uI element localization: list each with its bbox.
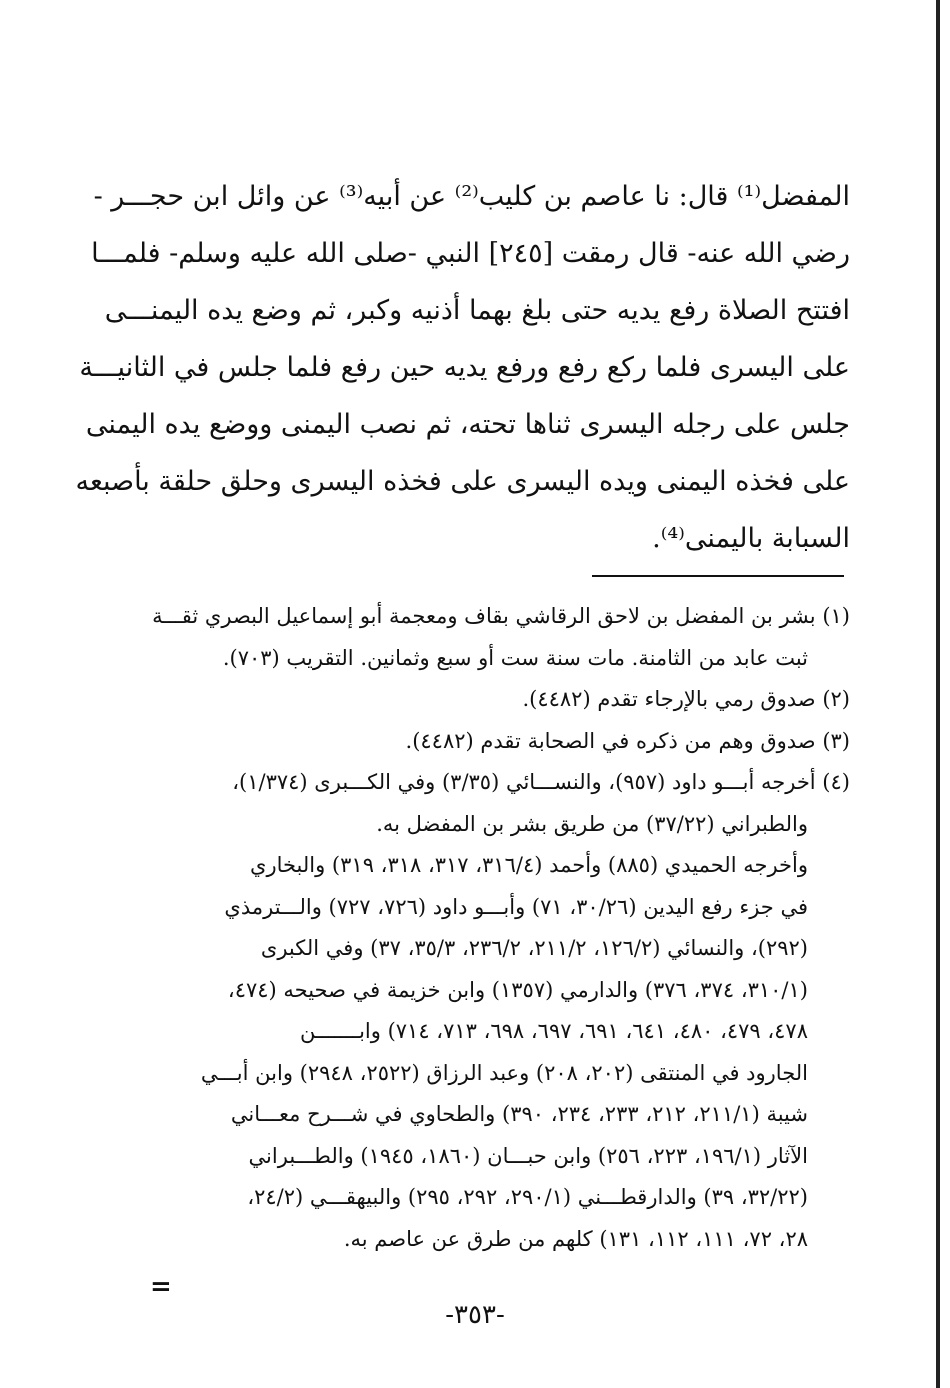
footnote-line: (٢) صدوق رمي بالإرجاء تقدم (٤٤٨٢). xyxy=(522,687,850,711)
footnote-line: شيبة (٢١١/١، ٢١٢، ٢٣٣، ٢٣٤، ٣٩٠) والطحاوي في شـــرح معـــاني xyxy=(230,1102,808,1126)
footnote-line: (٣١٠/١، ٣٧٤، ٣٧٦) والدارمي (١٣٥٧) وابن خزيمة في صحيحه (٤٧٤، xyxy=(227,977,808,1002)
footnote-line: الجارود في المنتقى (٢٠٢، ٢٠٨) وعبد الرزاق (٢٥٢٢، ٢٩٤٨) وابن أبـــي xyxy=(200,1060,808,1085)
footnote-separator xyxy=(592,575,844,577)
footnote-line: والطبراني (٣٧/٢٢) من طريق بشر بن المفضل به. xyxy=(376,811,808,836)
footnotes-block xyxy=(130,596,850,1260)
page-edge-line xyxy=(936,0,940,1388)
footnote-line: الآثار (١٩٦/١، ٢٢٣، ٢٥٦) وابن حبـــان (١٨٦٠، ١٩٤٥) والطـــبراني xyxy=(248,1143,808,1168)
main-text-line: على فخذه اليمنى ويده اليسرى على فخذه اليسرى وحلق حلقة بأصبعه xyxy=(75,466,850,497)
main-text-line: المفضل⁽¹⁾ قال: نا عاصم بن كليب⁽²⁾ عن أبيه⁽³⁾ عن وائل ابن حجـــر - xyxy=(93,181,850,212)
main-text-line: السبابة باليمنى⁽⁴⁾. xyxy=(652,523,850,554)
main-text-block xyxy=(75,168,850,567)
footnote-line: ٤٧٨، ٤٧٩، ٤٨٠، ٦٤١، ٦٩١، ٦٩٧، ٦٩٨، ٧١٣، ٧١٤) وابـــــــن xyxy=(300,1019,808,1043)
main-text-line: جلس على رجله اليسرى ثناها تحته، ثم نصب اليمنى ووضع يده اليمنى xyxy=(85,409,850,440)
footnote-line: في جزء رفع اليدين (٣٠/٢٦، ٧١) وأبـــو داود (٧٢٦، ٧٢٧) والـــترمذي xyxy=(224,894,808,919)
continuation-mark: = xyxy=(150,1272,172,1302)
footnote-line: ثبت عابد من الثامنة. مات سنة ست أو سبع وثمانين. التقريب (٧٠٣). xyxy=(222,645,808,670)
footnote-line: (١) بشر بن المفضل بن لاحق الرقاشي بقاف ومعجمة أبو إسماعيل البصري ثقـــة xyxy=(152,604,850,628)
footnote-line: (٣٢/٢٢، ٣٩) والدارقطـــني (٢٩٠/١، ٢٩٢، ٢٩٥) والبيهقـــي (٢٤/٢، xyxy=(247,1185,808,1209)
main-text-line: على اليسرى فلما ركع رفع ورفع يديه حين رفع فلما جلس في الثانيـــة xyxy=(79,352,850,383)
footnote-line: (٢٩٢)، والنسائي (١٢٦/٢، ٢١١/٢، ٢٣٦/٢، ٣٥/٣، ٣٧) وفي الكبرى xyxy=(260,936,808,960)
footnote-line: وأخرجه الحميدي (٨٨٥) وأحمد (٣١٦/٤، ٣١٧، ٣١٨، ٣١٩) والبخاري xyxy=(250,853,808,877)
footnote-line: ٢٨، ٧٢، ١١١، ١١٢، ١٣١) كلهم من طرق عن عاصم به. xyxy=(343,1226,808,1251)
main-text-line: افتتح الصلاة رفع يديه حتى بلغ بهما أذنيه وكبر، ثم وضع يده اليمنـــى xyxy=(104,295,850,326)
main-text-line: رضي الله عنه- قال رمقت [٢٤٥] النبي -صلى الله عليه وسلم- فلمـــا xyxy=(91,238,850,269)
page-number: -٣٥٣- xyxy=(445,1300,505,1330)
footnote-line: (٤) أخرجه أبـــو داود (٩٥٧)، والنســـائي (٣/٣٥) وفي الكـــبرى (١/٣٧٤)، xyxy=(232,770,850,794)
footnote-line: (٣) صدوق وهم من ذكره في الصحابة تقدم (٤٤٨٢). xyxy=(405,728,850,753)
